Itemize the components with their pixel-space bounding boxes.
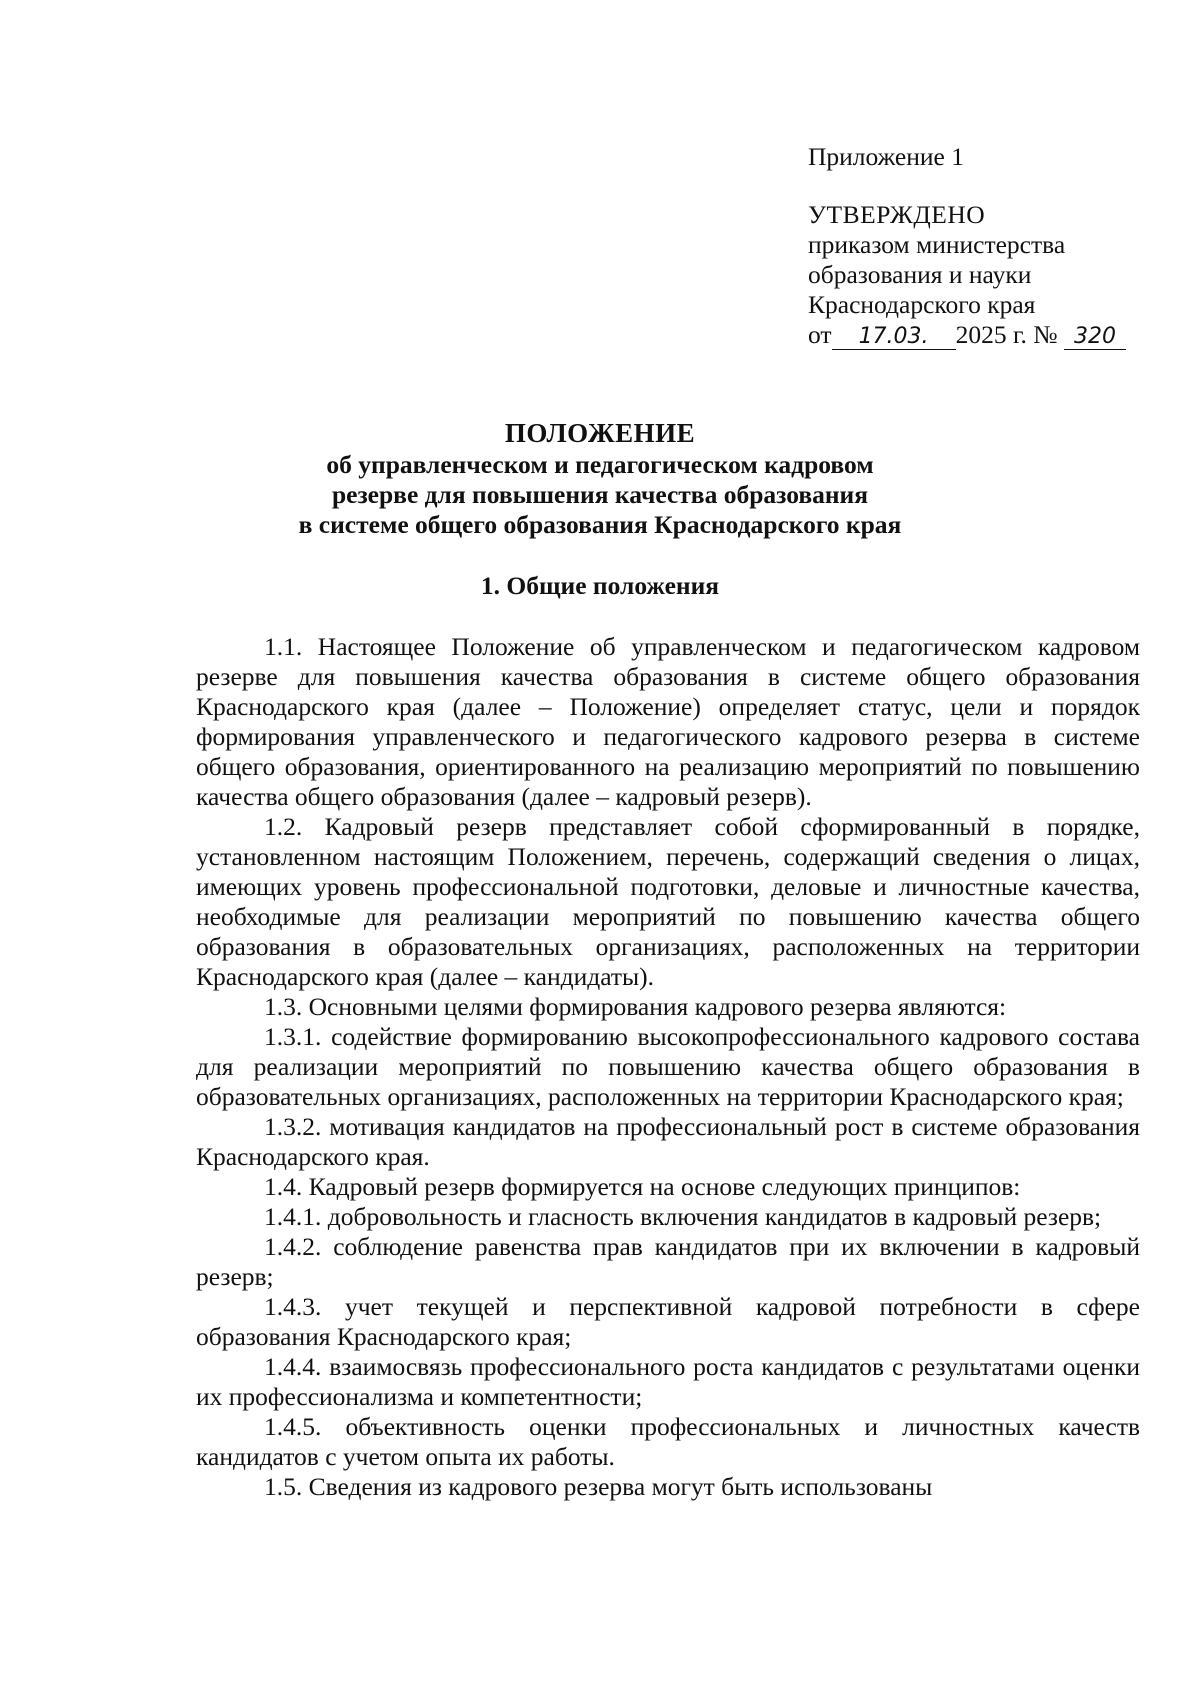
paragraph-1-3: 1.3. Основными целями формирования кадрового резерва являются: <box>264 992 1007 1021</box>
title-line-2: резерве для повышения качества образования <box>331 480 869 509</box>
paragraph-1-4: 1.4. Кадровый резерв формируется на основе следующих принципов: <box>264 1172 1021 1201</box>
handwritten-date: 17.03. <box>832 325 956 350</box>
paragraph-1-4-4: 1.4.4. взаимосвязь профессионального роста кандидатов с результатами оценки их профессионализма и компетентности; <box>196 1352 1140 1411</box>
paragraph-1-3-2: 1.3.2. мотивация кандидатов на профессиональный рост в системе образования Краснодарского края. <box>196 1112 1140 1171</box>
paragraph-1-5: 1.5. Сведения из кадрового резерва могут быть использованы <box>264 1472 933 1501</box>
approval-block <box>808 142 1168 350</box>
order-line-3: Краснодарского края <box>808 290 1036 319</box>
document-title <box>150 418 1050 540</box>
year-label: 2025 г. № <box>955 320 1058 349</box>
paragraph-1-3-1: 1.3.1. содействие формированию высокопрофессионального кадрового состава для реализации мероприятий по повышению качества общего образования в образовательных организациях, расположенных на территории Краснодарского края; <box>196 1022 1140 1111</box>
order-date-line <box>808 320 1168 350</box>
title-line-3: в системе общего образования Краснодарского края <box>298 510 902 539</box>
paragraph-1-4-2: 1.4.2. соблюдение равенства прав кандидатов при их включении в кадровый резерв; <box>196 1232 1140 1291</box>
paragraph-1-2: 1.2. Кадровый резерв представляет собой сформированный в порядке, установленном настоящим Положением, перечень, содержащий сведения о лицах, имеющих уровень профессиональной подготовки, деловые и личностные качества, необходимые для реализации мероприятий по повышению качества общего образования в образовательных организациях, расположенных на территории Краснодарского края (далее – кандидаты). <box>196 812 1140 991</box>
handwritten-number: 320 <box>1064 325 1126 350</box>
paragraph-1-4-5: 1.4.5. объективность оценки профессиональных и личностных качеств кандидатов с учетом опыта их работы. <box>196 1412 1140 1471</box>
order-line-2: образования и науки <box>808 260 1032 289</box>
title-main: ПОЛОЖЕНИЕ <box>504 418 696 448</box>
body-text <box>196 632 1140 1502</box>
title-line-1: об управленческом и педагогическом кадровом <box>326 450 874 479</box>
order-line-1: приказом министерства <box>808 230 1066 259</box>
paragraph-1-1: 1.1. Настоящее Положение об управленческом и педагогическом кадровом резерве для повышения качества образования в системе общего образования Краснодарского края (далее – Положение) определяет статус, цели и порядок формирования управленческого и педагогического кадрового резерва в системе общего образования, ориентированного на реализацию мероприятий по повышению качества общего образования (далее – кадровый резерв). <box>196 632 1140 811</box>
appendix-label: Приложение 1 <box>808 142 964 171</box>
paragraph-1-4-1: 1.4.1. добровольность и гласность включения кандидатов в кадровый резерв; <box>264 1202 1102 1231</box>
approved-label: УТВЕРЖДЕНО <box>808 200 986 229</box>
paragraph-1-4-3: 1.4.3. учет текущей и перспективной кадровой потребности в сфере образования Краснодарского края; <box>196 1292 1140 1351</box>
section-heading: 1. Общие положения <box>480 571 720 600</box>
from-label: от <box>808 320 832 349</box>
